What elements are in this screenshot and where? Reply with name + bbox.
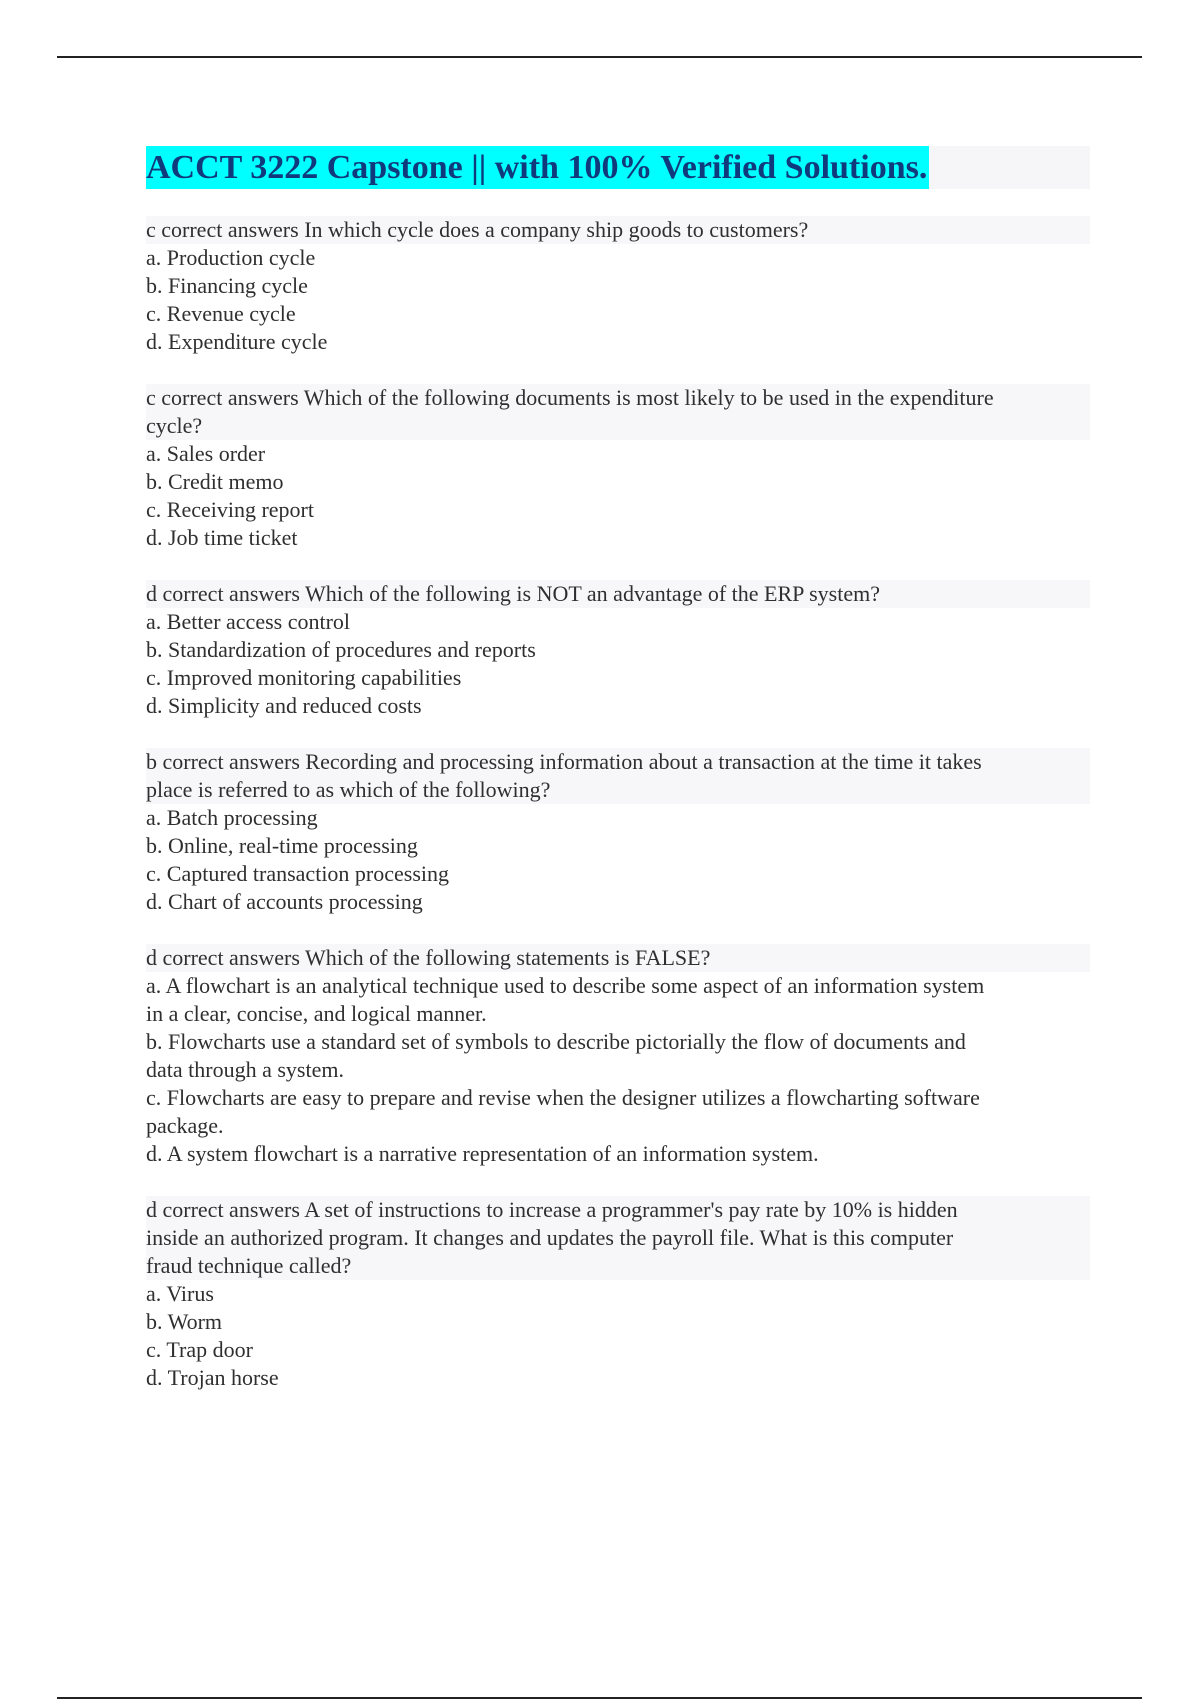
answer-option-line: c. Flowcharts are easy to prepare and revise when the designer utilizes a flowcharting software [146,1085,980,1110]
question-stem-line: fraud technique called? [146,1252,1090,1280]
answer-option-line: a. Production cycle [146,245,316,270]
answer-option-line: d. Chart of accounts processing [146,889,423,914]
answer-option-line: a. Virus [146,1281,214,1306]
question-stem-line: cycle? [146,412,1090,440]
answer-option-line: d. Trojan horse [146,1365,279,1390]
title-band [146,146,1090,189]
footer-rule [57,1697,1142,1699]
document-page [146,146,1090,1420]
question-stem-line: b correct answers Recording and processing information about a transaction at the time it takes [146,748,1090,776]
answer-option-line: b. Flowcharts use a standard set of symbols to describe pictorially the flow of documents and [146,1029,966,1054]
answer-option-line: data through a system. [146,1057,344,1082]
answer-option-line: in a clear, concise, and logical manner. [146,1001,487,1026]
answer-option-line: a. Sales order [146,441,266,466]
answer-option-line: d. Job time ticket [146,525,298,550]
answer-option-line: c. Trap door [146,1337,253,1362]
header-rule [57,56,1142,58]
question-stem-line: d correct answers Which of the following is NOT an advantage of the ERP system? [146,580,1090,608]
answer-option-line: b. Standardization of procedures and reports [146,637,536,662]
answer-option-line: b. Financing cycle [146,273,308,298]
question-block [146,384,1090,552]
answer-option-line: c. Revenue cycle [146,301,296,326]
answer-option-line: c. Captured transaction processing [146,861,450,886]
question-stem-line: inside an authorized program. It changes and updates the payroll file. What is this computer [146,1224,1090,1252]
answer-option-line: package. [146,1113,224,1138]
question-block [146,1196,1090,1392]
question-stem-line: c correct answers Which of the following documents is most likely to be used in the expenditure [146,384,1090,412]
question-block [146,748,1090,916]
question-stem-line: c correct answers In which cycle does a company ship goods to customers? [146,216,1090,244]
answer-option-line: a. A flowchart is an analytical technique used to describe some aspect of an information system [146,973,985,998]
answer-option-line: b. Credit memo [146,469,284,494]
answer-option-line: a. Batch processing [146,805,318,830]
question-list [146,216,1090,1392]
answer-option-line: c. Receiving report [146,497,314,522]
answer-option-line: b. Online, real-time processing [146,833,418,858]
answer-option-line: d. A system flowchart is a narrative representation of an information system. [146,1141,819,1166]
question-block [146,580,1090,720]
answer-option-line: d. Expenditure cycle [146,329,328,354]
question-block [146,944,1090,1168]
question-stem-line: d correct answers Which of the following statements is FALSE? [146,944,1090,972]
answer-option-line: c. Improved monitoring capabilities [146,665,462,690]
question-stem-line: d correct answers A set of instructions to increase a programmer's pay rate by 10% is hidden [146,1196,1090,1224]
answer-option-line: d. Simplicity and reduced costs [146,693,422,718]
answer-option-line: a. Better access control [146,609,351,634]
answer-option-line: b. Worm [146,1309,223,1334]
question-stem-line: place is referred to as which of the following? [146,776,1090,804]
question-block [146,216,1090,356]
document-title: ACCT 3222 Capstone || with 100% Verified Solutions. [146,146,929,189]
